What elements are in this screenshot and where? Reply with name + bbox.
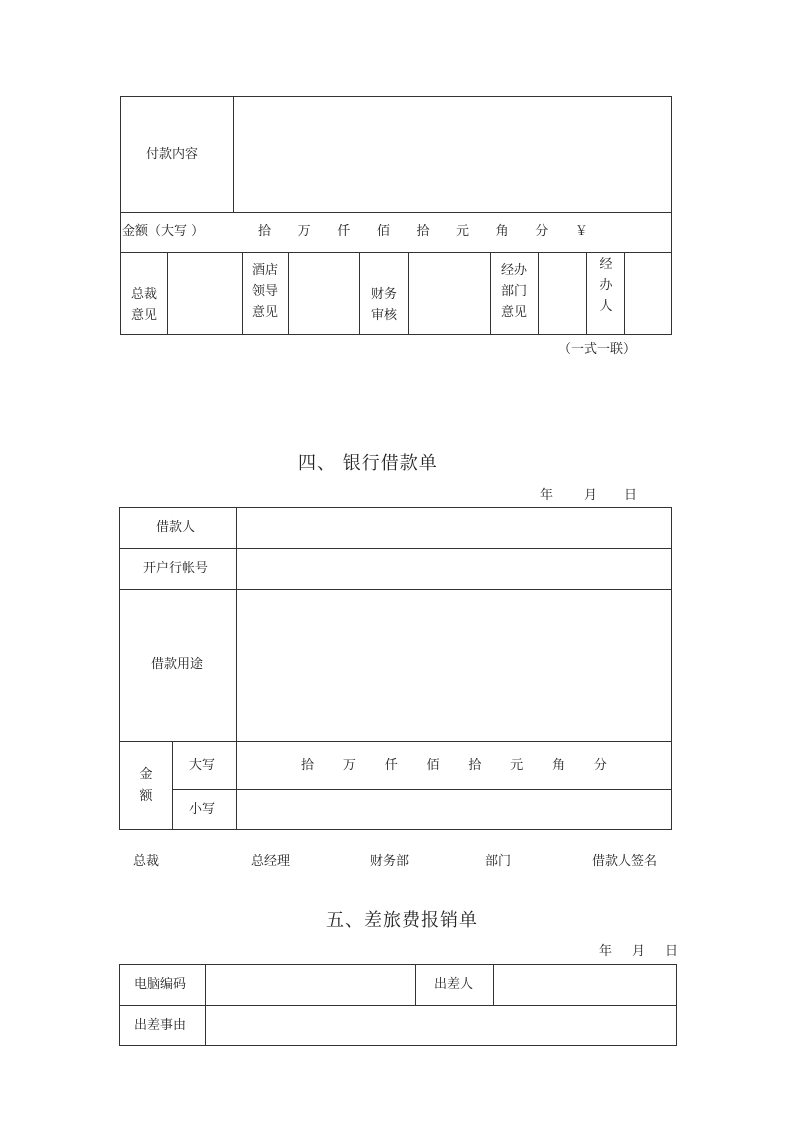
divider (586, 252, 587, 335)
signature-department: 部门 (485, 854, 512, 869)
travel-expense-title: 五、差旅费报销单 (326, 910, 478, 931)
traveler-field[interactable] (494, 965, 676, 1004)
hotel-leader-opinion-label: 酒店 领导 意见 (251, 263, 278, 320)
unit-ten: 拾 (468, 758, 482, 773)
date-year: 年 (599, 944, 613, 959)
date-month: 月 (584, 488, 598, 503)
handler-label: 经 办 人 (599, 257, 613, 314)
president-opinion-field[interactable] (168, 253, 241, 334)
unit-ten: 拾 (301, 758, 315, 773)
unit-ten-thousand: 万 (342, 758, 356, 773)
loan-purpose-field[interactable] (237, 590, 671, 740)
divider (120, 212, 672, 213)
signature-borrower: 借款人签名 (592, 854, 658, 869)
traveler-label: 出差人 (434, 977, 474, 992)
date-year: 年 (540, 488, 554, 503)
borrower-field[interactable] (237, 508, 671, 547)
unit-ten: 拾 (416, 224, 430, 239)
unit-jiao: 角 (552, 758, 566, 773)
yen-symbol: ￥ (574, 224, 588, 239)
copy-note: （一式一联） (558, 342, 637, 357)
unit-hundred: 佰 (426, 758, 440, 773)
unit-fen: 分 (593, 758, 607, 773)
computer-code-field[interactable] (206, 965, 414, 1004)
date-day: 日 (665, 944, 679, 959)
unit-ten-thousand: 万 (297, 224, 311, 239)
amount-units[interactable] (258, 223, 588, 241)
bank-account-field[interactable] (237, 549, 671, 588)
loan-purpose-label: 借款用途 (151, 657, 204, 672)
unit-thousand: 仟 (337, 224, 351, 239)
computer-code-label: 电脑编码 (134, 977, 187, 992)
numeric-amount-label: 小写 (189, 802, 216, 817)
capital-amount-label: 大写 (189, 758, 216, 773)
divider (490, 252, 491, 335)
president-opinion-label: 总裁 意见 (130, 287, 157, 323)
divider (415, 964, 416, 1005)
unit-yuan: 元 (456, 224, 470, 239)
trip-reason-field[interactable] (206, 1006, 676, 1045)
unit-yuan: 元 (510, 758, 524, 773)
finance-review-label: 财务 审核 (370, 287, 397, 323)
divider (172, 741, 173, 830)
capital-amount-units[interactable] (301, 757, 607, 775)
unit-ten: 拾 (258, 224, 272, 239)
trip-reason-label: 出差事由 (134, 1018, 187, 1033)
date-day: 日 (624, 488, 638, 503)
signature-finance-dept: 财务部 (370, 854, 410, 869)
payment-content-field[interactable] (234, 97, 671, 211)
bank-account-label: 开户行帐号 (143, 561, 209, 576)
amount-label: 金额（大写 ） (122, 224, 205, 239)
unit-jiao: 角 (495, 224, 509, 239)
divider (242, 252, 243, 335)
numeric-amount-field[interactable] (237, 790, 671, 829)
handling-dept-opinion-label: 经办 部门 意见 (500, 263, 527, 320)
bank-loan-title: 四、 银行借款单 (298, 453, 438, 474)
amount-label: 金 额 (139, 767, 153, 804)
unit-hundred: 佰 (376, 224, 390, 239)
finance-review-field[interactable] (409, 253, 489, 334)
hotel-leader-opinion-field[interactable] (289, 253, 358, 334)
handling-dept-opinion-field[interactable] (539, 253, 585, 334)
handler-field[interactable] (625, 253, 671, 334)
signature-general-manager: 总经理 (251, 854, 291, 869)
divider (359, 252, 360, 335)
unit-fen: 分 (535, 224, 549, 239)
unit-thousand: 仟 (384, 758, 398, 773)
signature-president: 总裁 (133, 854, 160, 869)
borrower-label: 借款人 (156, 520, 196, 535)
payment-content-label: 付款内容 (146, 147, 199, 162)
date-month: 月 (632, 944, 646, 959)
divider (119, 741, 672, 742)
